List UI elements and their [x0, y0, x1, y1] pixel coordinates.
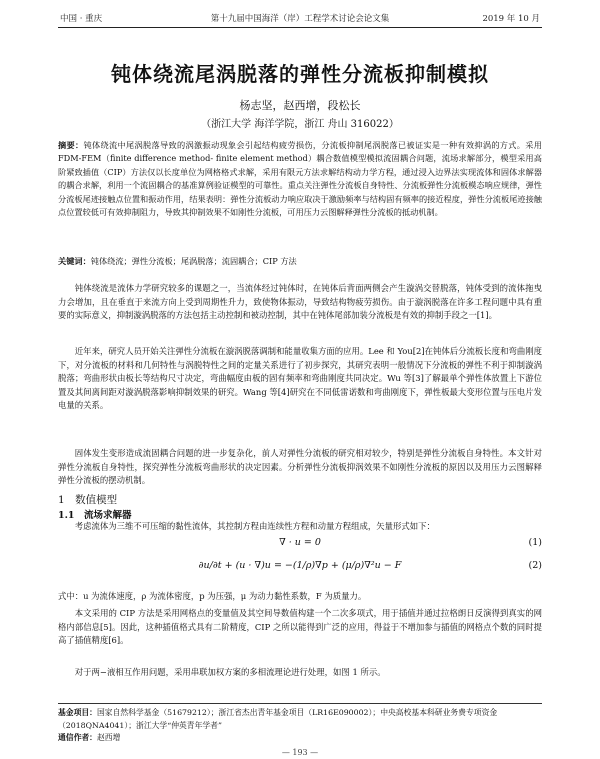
- paper-authors: 杨志坚，赵西增，段松长: [239, 99, 361, 112]
- equation-intro-paragraph: 考虑流体为三维不可压缩的黏性流体，其控制方程由连续性方程和动量方程组成，矢量形式如下：: [74, 521, 435, 531]
- running-header: [58, 12, 542, 26]
- header-rule: [58, 27, 542, 28]
- section-heading: 1 数值模型: [58, 494, 118, 506]
- equation-1-body: ∇ · u = 0: [279, 537, 321, 548]
- header-location: 中国 · 重庆: [60, 14, 103, 24]
- funding-text: 国家自然科学基金（51679212）；浙江省杰出青年基金项目（LR16E090002）；中央高校基本科研业务费专项资金（2018QNA4041）；浙江大学“仲英青年学者”: [58, 708, 498, 730]
- intro-paragraph-2: 近年来，研究人员开始关注弹性分流板在漩涡脱落调制和能量收集方面的应用。Lee 和 You[2]在钝体后分流板长度和弯曲刚度下，对分流板的材料和几何特性与涡脱特性之间的定量关系进行了初步探究，其研究表明一般情况下分流板的弹性不利于抑制漩涡脱落；弯曲形状由板长等结构尺寸决定，弯曲幅度由板的固有频率和弯曲刚度共同决定。Wu 等[3]了解最单个弹性体放置上下游位置及其间离间距对漩涡脱落影响抑制效果的研究。Wang 等[4]研究在不同低雷诺数和弯曲刚度下，弹性板最大变形位置与压电片发电量的关系。: [58, 346, 542, 410]
- keywords: [58, 256, 542, 267]
- fsi-paragraph: 对于两−液相互作用问题，采用串联加权方案的多相流理论进行处理，如图 1 所示。: [74, 667, 386, 677]
- equation-1-number: (1): [528, 537, 542, 548]
- paper-title: 钝体绕流尾涡脱落的弹性分流板抑制模拟: [111, 62, 489, 86]
- footnote-rule: [58, 703, 542, 704]
- intro-paragraph-1: 钝体绕流是流体力学研究较多的课题之一，当流体经过钝体时，在钝体后背面两侧会产生漩涡交替脱落，钝体受到的流体拖曳力会增加，且在垂直于来流方向上受到周期性升力，致使物体振动，导致结构物疲劳损伤。由于漩涡脱落在许多工程问题中具有重要的实际意义，抑制漩涡脱落的方法包括主动控制和被动控制，其中在钝体尾部加装分流板是有效的抑制手段之一[1]。: [58, 283, 542, 320]
- corresponding-text: 赵西增: [96, 733, 121, 742]
- abstract-lead: 摘要：: [58, 140, 84, 150]
- equation-2-number: (2): [528, 560, 542, 571]
- corresponding-lead: 通信作者：: [58, 733, 97, 742]
- subsection-heading: 1.1 流场求解器: [58, 510, 132, 521]
- header-proceedings: 第十九届中国海洋（岸）工程学术讨论会论文集: [210, 14, 390, 24]
- funding-note: [58, 707, 542, 732]
- cip-paragraph: 本文采用的 CIP 方法是采用网格点的变量值及其空间导数值构建一个二次多项式，用于插值并通过拉格朗日反演得到真实的网格内部信息[5]。因此，这种插值格式具有二阶精度，CIP 之所以能得到广泛的应用，得益于不增加参与插值的网格点个数的同时提高了插值精度[6]。: [58, 608, 542, 645]
- header-date: 2019 年 10 月: [482, 14, 540, 24]
- corresponding-author-note: [58, 732, 542, 745]
- equation-2-body: ∂u/∂t + (u · ∇)u = −(1/ρ)∇p + (μ/ρ)∇²u − F: [198, 560, 402, 571]
- paper-affiliation: （浙江大学 海洋学院，浙江 舟山 316022）: [201, 119, 399, 130]
- footnote: [58, 707, 542, 745]
- equation-2: [58, 551, 542, 585]
- funding-lead: 基金项目：: [58, 708, 97, 717]
- page-number: — 193 —: [281, 748, 319, 757]
- keywords-text: 钝体绕流；弹性分流板；尾涡脱落；流固耦合；CIP 方法: [90, 256, 297, 266]
- abstract-text: 钝体绕流中尾涡脱落导致的涡激振动现象会引起结构疲劳损伤，分流板抑制尾涡脱落已被证实是一种有效抑涡的方式。采用 FDM-FEM（finite difference method- finite element method）耦合数值模型模拟流固耦合问题，流场求解部分，模型采用高阶紧致插值（CIP）方法仅以长度单位为网格格式求解，采用有限元方法求解结构动力学方程，通过浸入边界法实现流体和固体求解器的耦合求解，利用一个流固耦合的基准算例验证模型的可靠性。重点关注弹性分流板自身特性、分流板弹性分流板模态响应规律，弹性分流板尾迹接触点位置和振动作用，结果表明：弹性分流板动力响应取决于激励频率与结构固有频率的接近程度，弹性分流板尾迹接触点位置较低可有效抑制阻力，导致其抑制效果不如刚性分流板，可用压力云图解释弹性分流板的抵动机制。: [58, 140, 542, 218]
- intro-paragraph-3: 固体发生变形造成流固耦合问题的进一步复杂化，前人对弹性分流板的研究相对较少，特别是弹性分流板自身特性。本文针对弹性分流板自身特性，探究弹性分流板弯曲形状的决定因素。分析弹性分流板抑涡效果不如刚性分流板的原因以及用压力云图解释弹性分流板的摆动机制。: [58, 448, 542, 485]
- equation-where-paragraph: 式中：u 为流体速度，ρ 为流体密度，p 为压强，μ 为动力黏性系数，F 为质量力。: [58, 591, 367, 601]
- keywords-lead: 关键词：: [58, 256, 91, 266]
- abstract: [58, 139, 542, 249]
